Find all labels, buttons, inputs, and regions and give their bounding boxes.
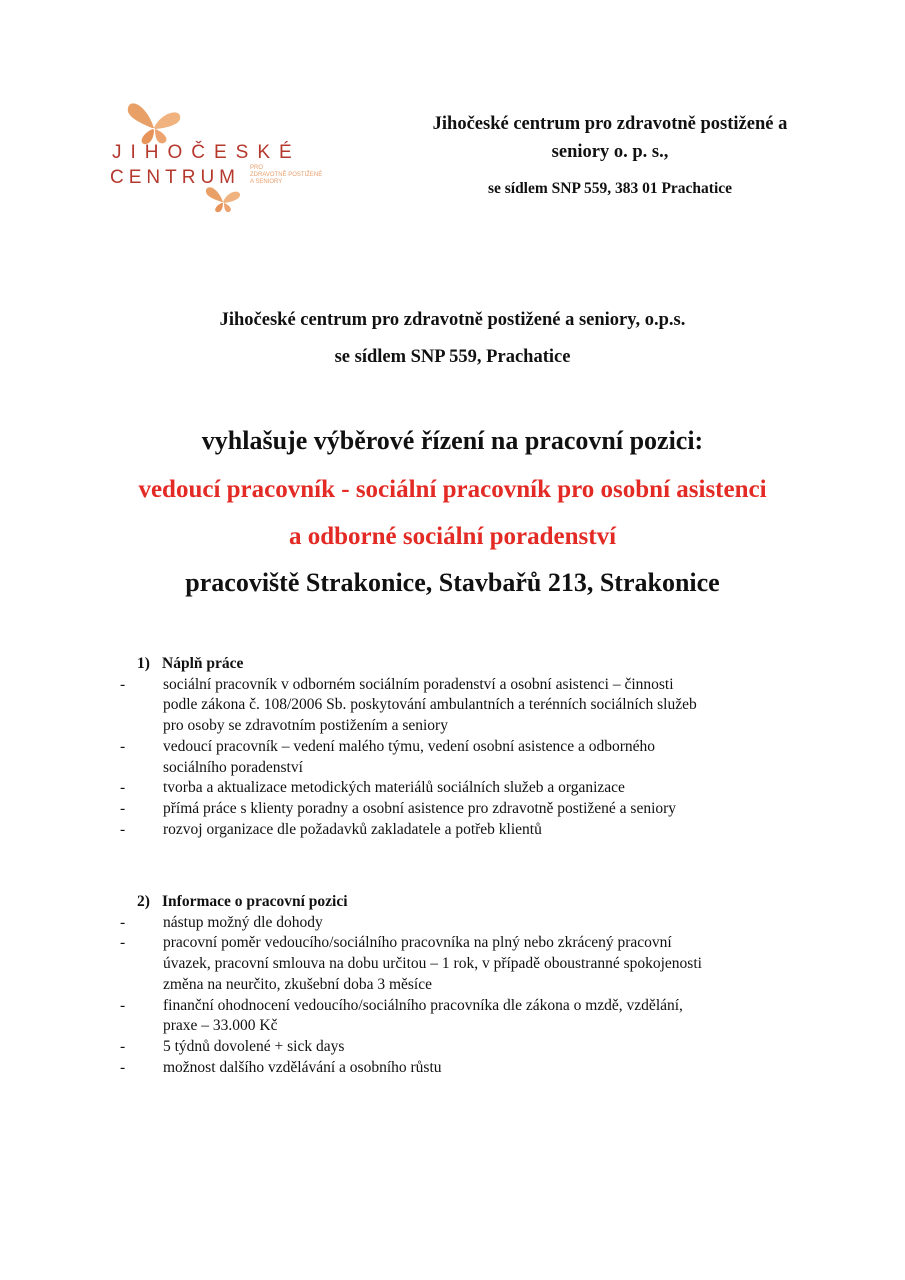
organization-name: Jihočeské centrum pro zdravotně postižené a seniory, o.p.s. xyxy=(219,310,686,330)
list-item xyxy=(118,778,818,799)
section-heading xyxy=(118,892,818,913)
bullet-dash: - xyxy=(120,779,126,797)
bullet-dash: - xyxy=(120,913,126,931)
list-item xyxy=(118,675,818,737)
list-item-line: úvazek, pracovní smlouva na dobu určitou – 1 rok, v případě oboustranné spokojenosti xyxy=(163,955,702,973)
list-item xyxy=(118,1037,818,1058)
list-item xyxy=(118,820,818,841)
bullet-dash: - xyxy=(120,1058,126,1076)
workplace-heading: pracoviště Strakonice, Stavbařů 213, Strakonice xyxy=(185,568,720,597)
organization-logo xyxy=(108,98,338,218)
bullet-dash: - xyxy=(120,737,126,755)
butterfly-icon-large xyxy=(124,98,184,146)
list-item-line: sociální pracovník v odborném sociálním poradenství a osobní asistenci – činnosti xyxy=(163,675,674,693)
section-job-description xyxy=(118,654,818,840)
logo-subtitle xyxy=(250,165,340,186)
list-item xyxy=(118,933,818,995)
bullet-dash: - xyxy=(120,675,126,693)
bullet-dash: - xyxy=(120,799,126,817)
organization-seat: se sídlem SNP 559, Prachatice xyxy=(334,347,571,367)
bullet-dash: - xyxy=(120,1037,126,1055)
section-number: 2) xyxy=(137,893,150,910)
list-item xyxy=(118,913,818,934)
logo-text-top: JIHOČESKÉ xyxy=(112,142,301,163)
list-item xyxy=(118,996,818,1037)
bullet-dash: - xyxy=(120,820,126,838)
list-item-line: podle zákona č. 108/2006 Sb. poskytování ambulantních a terénních sociálních služeb xyxy=(163,696,697,714)
list-item-line: vedoucí pracovník – vedení malého týmu, vedení osobní asistence a odborného xyxy=(163,737,655,755)
header-name-line1: Jihočeské centrum pro zdravotně postižené a xyxy=(432,114,788,134)
header-organization-name xyxy=(340,110,880,166)
list-item-line: 5 týdnů dovolené + sick days xyxy=(163,1037,345,1055)
bullet-dash: - xyxy=(120,934,126,952)
section-heading xyxy=(118,654,818,675)
list-item xyxy=(118,737,818,778)
bullet-list xyxy=(118,675,818,841)
list-item-line: finanční ohodnocení vedoucího/sociálního pracovníka dle zákona o mzdě, vzdělání, xyxy=(163,996,683,1014)
list-item-line: pracovní poměr vedoucího/sociálního pracovníka na plný nebo zkrácený pracovní xyxy=(163,934,672,952)
butterfly-icon-small xyxy=(204,184,242,214)
section-title: Informace o pracovní pozici xyxy=(162,893,348,910)
header-address: se sídlem SNP 559, 383 01 Prachatice xyxy=(487,180,733,197)
logo-subtitle-line: PRO xyxy=(250,165,264,171)
position-title-line1: vedoucí pracovník - sociální pracovník pro osobní asistenci xyxy=(138,476,767,503)
bullet-dash: - xyxy=(120,996,126,1014)
section-title: Náplň práce xyxy=(162,655,244,672)
list-item-line: tvorba a aktualizace metodických materiálů sociálních služeb a organizace xyxy=(163,779,625,797)
logo-subtitle-line: A SENIORY xyxy=(250,179,283,185)
logo-text-bottom: CENTRUM xyxy=(110,167,240,188)
section-position-info xyxy=(118,892,818,1078)
header-name-line2: seniory o. p. s., xyxy=(551,142,669,162)
list-item xyxy=(118,799,818,820)
list-item-line: přímá práce s klienty poradny a osobní asistence pro zdravotně postižené a seniory xyxy=(163,799,677,817)
list-item-line: sociálního poradenství xyxy=(163,758,303,776)
list-item-line: rozvoj organizace dle požadavků zakladatele a potřeb klientů xyxy=(163,820,542,838)
list-item-line: nástup možný dle dohody xyxy=(163,913,323,931)
announcement-heading: vyhlašuje výběrové řízení na pracovní pozici: xyxy=(201,426,704,455)
list-item-line: praxe – 33.000 Kč xyxy=(163,1017,278,1035)
list-item-line: změna na neurčito, zkušební doba 3 měsíce xyxy=(163,975,432,993)
section-number: 1) xyxy=(137,655,150,672)
position-title-line2: a odborné sociální poradenství xyxy=(288,523,617,550)
logo-subtitle-line: ZDRAVOTNĚ POSTIŽENÉ xyxy=(250,172,323,178)
bullet-list xyxy=(118,913,818,1079)
list-item-line: možnost dalšího vzdělávání a osobního růstu xyxy=(163,1058,442,1076)
list-item-line: pro osoby se zdravotním postižením a seniory xyxy=(163,717,448,735)
list-item xyxy=(118,1058,818,1079)
